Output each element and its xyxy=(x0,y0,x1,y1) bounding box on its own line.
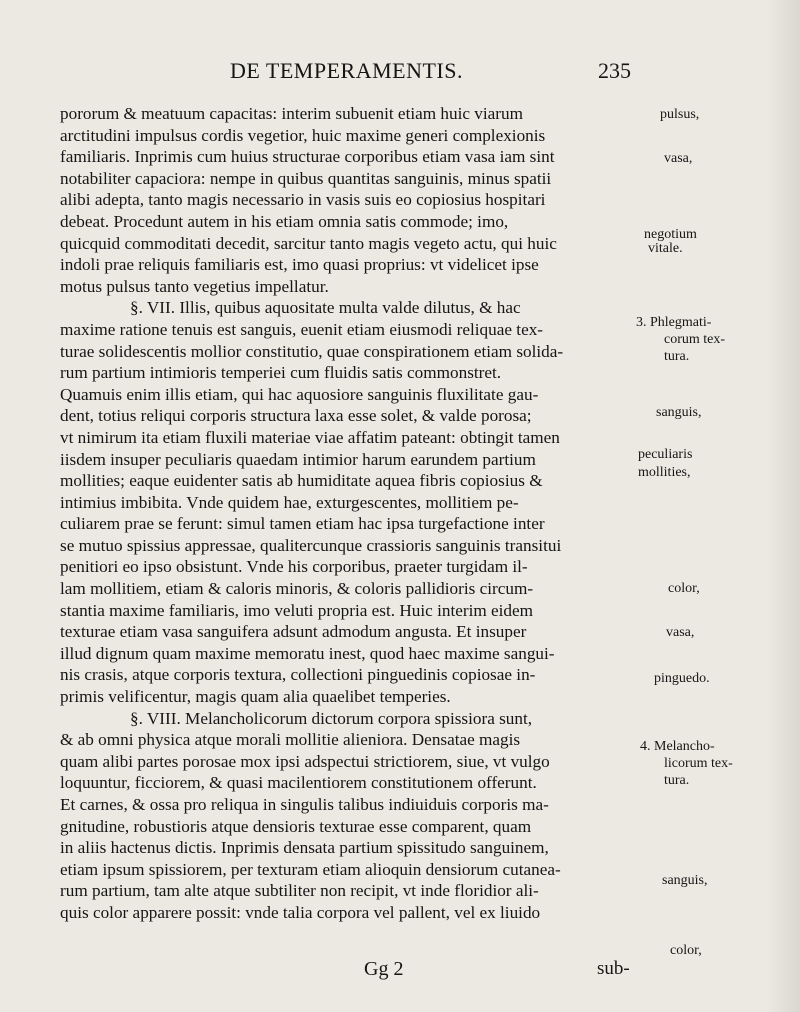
text-line: alibi adepta, tanto magis necessario in vasis suis eo copiosius hospitari xyxy=(60,190,546,210)
margin-note: vasa, xyxy=(666,625,695,640)
margin-note: 3. Phlegmati- xyxy=(636,315,712,330)
margin-note: vasa, xyxy=(664,151,693,166)
margin-note: pulsus, xyxy=(660,107,700,122)
margin-note: corum tex- xyxy=(664,332,726,347)
main-text-block xyxy=(60,103,638,924)
margin-note: sanguis, xyxy=(662,873,708,888)
margin-note: negotium xyxy=(644,227,697,242)
text-line: notabiliter capaciora: nempe in quibus quantitas sanguinis, minus spatii xyxy=(60,168,552,188)
margin-note: tura. xyxy=(664,773,690,788)
text-line: Et carnes, & ossa pro reliqua in singulis talibus indiuiduis corporis ma- xyxy=(60,795,549,814)
signature-mark: Gg 2 xyxy=(364,958,404,980)
text-line: in aliis hactenus dictis. Inprimis densata partium spissitudo sanguinem, xyxy=(60,838,549,858)
text-line: arctitudini impulsus cordis vegetior, huic maxime generi complexionis xyxy=(60,125,546,145)
text-line: intimius imbibita. Vnde quidem hae, exturgescentes, mollitiem pe- xyxy=(60,492,519,512)
text-line: etiam ipsum spissiorem, per texturam etiam alioquin densiorum cutanea- xyxy=(60,859,561,879)
text-line: rum partium, tam alte atque subtiliter non recipit, vt inde floridior ali- xyxy=(60,881,539,901)
text-line: quam alibi partes porosae mox ipsi adspectui strictiorem, siue, vt vulgo xyxy=(60,751,550,771)
text-line: iisdem insuper peculiaris quaedam intimior harum earundem partium xyxy=(60,449,536,469)
margin-note: vitale. xyxy=(648,241,683,256)
margin-note: peculiaris xyxy=(638,447,693,462)
margin-note: pinguedo. xyxy=(654,671,710,686)
margin-note: tura. xyxy=(664,349,690,364)
text-line: quicquid commoditati decedit, sarcitur tanto magis vegeto actu, qui huic xyxy=(60,233,557,253)
page-number: 235 xyxy=(598,58,631,83)
text-line: indoli prae reliquis familiaris est, imo quasi proprius: vt videlicet ipse xyxy=(60,255,539,275)
margin-note: sanguis, xyxy=(656,405,702,420)
margin-note: 4. Melancho- xyxy=(640,739,715,754)
text-line: culiarem prae se ferunt: simul tamen etiam hac ipsa turgefactione inter xyxy=(60,514,545,534)
text-line: debeat. Procedunt autem in his etiam omnia satis commode; imo, xyxy=(60,211,509,231)
text-line: stantia maxime familiaris, imo veluti propria est. Huic interim eidem xyxy=(60,600,534,620)
section-heading-line: §. VIII. Melancholicorum dictorum corpora spissiora sunt, xyxy=(130,708,533,728)
text-line: quis color apparere possit: vnde talia corpora vel pallent, vel ex liuido xyxy=(60,902,541,922)
text-line: turae solidescentis mollior constitutio, quae conspirationem etiam solida- xyxy=(60,341,564,361)
text-line: mollities; eaque euidenter satis ab humiditate aquea fibris copiosius & xyxy=(60,471,543,491)
catchword: sub- xyxy=(597,958,630,979)
running-head xyxy=(0,58,800,88)
page-footer xyxy=(0,958,800,988)
text-line: maxime ratione tenuis est sanguis, euenit etiam eiusmodi reliquae tex- xyxy=(60,319,544,339)
text-line: texturae etiam vasa sanguifera adsunt admodum angusta. Et insuper xyxy=(60,622,527,642)
section-heading-line: §. VII. Illis, quibus aquositate multa valde dilutus, & hac xyxy=(130,298,521,318)
text-line: & ab omni physica atque morali mollitie alieniora. Densatae magis xyxy=(60,730,521,750)
text-line: vt nimirum ita etiam fluxili materiae viae affatim pateant: obtingit tamen xyxy=(60,427,560,447)
text-line: motus pulsus tanto vegetius impellatur. xyxy=(60,276,329,296)
text-line: Quamuis enim illis etiam, qui hac aquosiore sanguinis fluxilitate gau- xyxy=(60,384,539,404)
margin-note: color, xyxy=(668,581,700,596)
margin-note: mollities, xyxy=(638,465,691,480)
text-line: primis velificentur, magis quam alia quaelibet temperies. xyxy=(60,687,451,707)
text-line: illud dignum quam maxime memoratu inest, quod haec maxime sangui- xyxy=(60,643,555,663)
text-line: rum partium intimioris temperiei cum fluidis satis commonstret. xyxy=(60,363,502,383)
text-line: familiaris. Inprimis cum huius structurae corporibus etiam vasa iam sint xyxy=(60,147,555,167)
text-line: dent, totius reliqui corporis structura laxa esse solet, & valde porosa; xyxy=(60,406,532,426)
margin-note: licorum tex- xyxy=(664,756,733,771)
text-line: gnitudine, robustioris atque densioris texturae esse comparent, quam xyxy=(60,816,532,836)
text-line: lam mollitiem, etiam & caloris minoris, & coloris pallidioris circum- xyxy=(60,579,534,599)
text-line: nis crasis, atque corporis textura, collectioni pinguedinis copiosae in- xyxy=(60,665,536,685)
text-line: pororum & meatuum capacitas: interim subuenit etiam huic viarum xyxy=(60,104,523,123)
text-line: loquuntur, ficciorem, & quasi macilentiorem constitutionem offerunt. xyxy=(60,773,537,793)
text-line: penitiori eo ipso obsistunt. Vnde his corporibus, praeter turgidam il- xyxy=(60,557,528,577)
margin-note: color, xyxy=(670,943,702,958)
running-title: DE TEMPERAMENTIS. xyxy=(230,58,463,83)
text-line: se mutuo spissius appressae, qualitercunque crassioris sanguinis transitui xyxy=(60,535,562,555)
page-edge-shadow xyxy=(766,0,800,1012)
